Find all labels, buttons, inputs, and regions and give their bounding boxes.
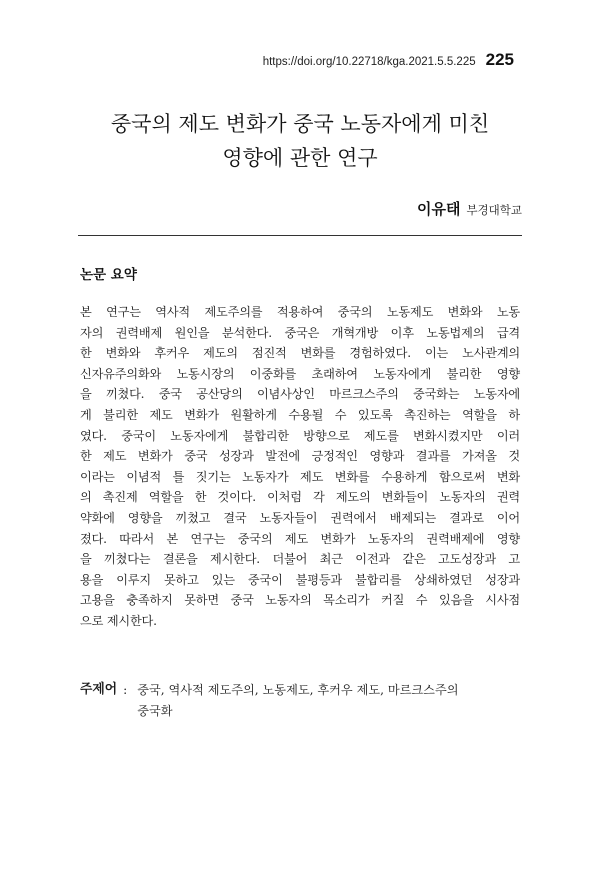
abstract-heading: 논문 요약	[80, 267, 137, 283]
header-divider	[78, 235, 522, 236]
doi-link[interactable]: https://doi.org/10.22718/kga.2021.5.5.225	[262, 56, 476, 68]
abstract-line: 자의 권력배제 원인을 분석한다. 중국은 개혁개방 이후 노동법제의 급격	[80, 325, 520, 340]
keywords-list	[137, 680, 520, 721]
abstract-body	[80, 302, 520, 632]
abstract-line: 였다. 중국이 노동자에게 불합리한 방향으로 제도를 변화시켰지만 이러	[80, 428, 520, 443]
keywords-label: 주제어	[80, 682, 118, 697]
page-number: 225	[485, 50, 514, 69]
keywords-line-1: 중국, 역사적 제도주의, 노동제도, 후커우 제도, 마르크스주의	[137, 683, 459, 697]
abstract-line: 용을 이루지 못하고 있는 중국이 불평등과 불합리를 상쇄하였던 성장과	[80, 572, 520, 587]
author-block	[417, 198, 522, 219]
abstract-line: 으로 제시한다.	[80, 613, 157, 628]
paper-title-line-2: 영향에 관한 연구	[222, 146, 378, 170]
abstract-line: 게 불리한 제도 변화가 원활하게 수용될 수 있도록 촉진하는 역할을 하	[80, 407, 520, 422]
abstract-line: 한 제도 변화가 중국 성장과 발전에 긍정적인 영향과 결과를 가져올 것	[80, 449, 520, 464]
page-header	[263, 50, 514, 70]
keywords-line-2: 중국화	[137, 703, 173, 718]
abstract-line: 이라는 이념적 틀 짓기는 노동자가 제도 변화를 수용하게 함으로써 변화	[80, 469, 520, 484]
abstract-line: 고용을 충족하지 못하면 중국 노동자의 목소리가 커질 수 있음을 시사점	[80, 593, 520, 608]
keywords-block	[80, 680, 520, 721]
abstract-line: 신자유주의화와 노동시장의 이중화를 초래하여 노동자에게 불리한 영향	[80, 366, 520, 381]
abstract-line: 졌다. 따라서 본 연구는 중국의 제도 변화가 노동자의 권력배제에 영향	[80, 531, 520, 546]
abstract-line: 본 연구는 역사적 제도주의를 적용하여 중국의 노동제도 변화와 노동	[80, 305, 520, 319]
abstract-line: 약화에 영향을 끼쳤고 결국 노동자들이 권력에서 배제되는 결과로 이어	[80, 510, 520, 525]
author-affiliation: 부경대학교	[466, 203, 522, 217]
abstract-line: 을 끼쳤다는 결론을 제시한다. 더불어 최근 이전과 같은 고도성장과 고	[80, 552, 520, 567]
abstract-line: 한 변화와 후커우 제도의 점진적 변화를 경험하였다. 이는 노사관계의	[80, 346, 520, 361]
author-name: 이유태	[416, 200, 461, 218]
paper-title	[0, 107, 600, 175]
abstract-line: 의 촉진제 역할을 한 것이다. 이처럼 각 제도의 변화들이 노동자의 권력	[80, 490, 520, 505]
abstract-line: 을 끼쳤다. 중국 공산당의 이념사상인 마르크스주의 중국화는 노동자에	[80, 387, 520, 402]
keywords-separator: :	[123, 683, 128, 697]
paper-title-line-1: 중국의 제도 변화가 중국 노동자에게 미친	[110, 112, 490, 136]
